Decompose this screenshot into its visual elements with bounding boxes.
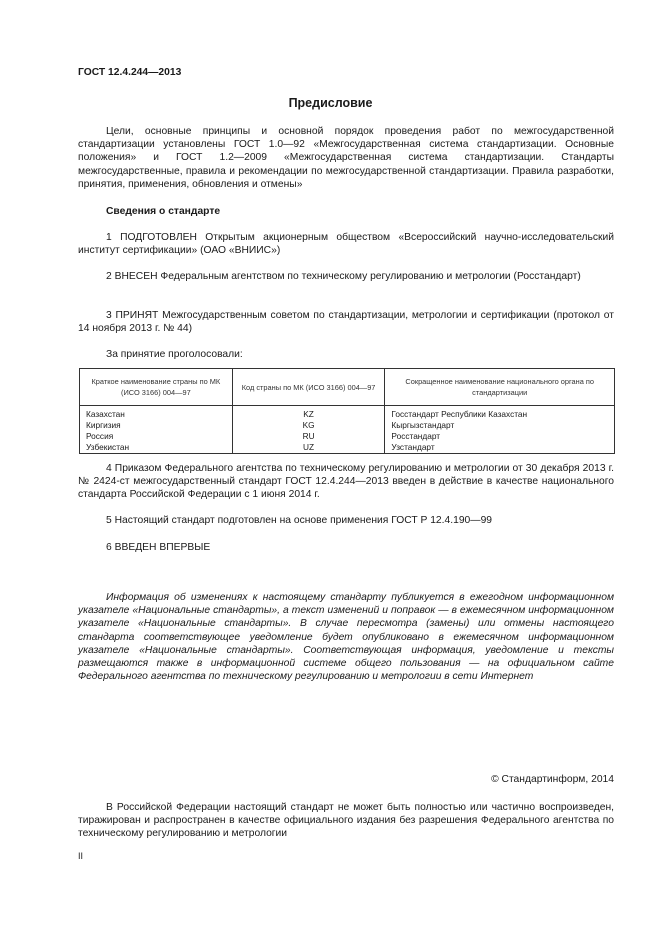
change-notice: Информация об изменениях к настоящему стандарту публикуется в ежегодном информационном указателе «Национальные стандарты», а текст изменений и поправок — в ежемесячном информационном указателе «Национальные стандарты». В случае пересмотра (замены) или отмены настоящего стандарта соответствующее уведомление будет опубликовано в ежемесячном информационном указателе «Национальные стандарты». Соответствующая информация, уведомление и тексты размещаются также в информационной системе общего пользования — на официальном сайте Федерального агентства по техническому регулированию и метрологии в сети Интернет xyxy=(78,592,614,683)
item-1: 1 ПОДГОТОВЛЕН Открытым акционерным обществом «Всероссийский научно-исследовательский институт сертификации» (ОАО «ВНИИС») xyxy=(78,232,614,257)
voting-table xyxy=(79,368,615,454)
table-header-code: Код страны по МК (ИСО 3166) 004—97 xyxy=(232,369,385,406)
item-5: 5 Настоящий стандарт подготовлен на основе применения ГОСТ Р 12.4.190—99 xyxy=(106,515,493,526)
table-header-row xyxy=(80,369,615,406)
table-cell-code: UZ xyxy=(232,442,385,454)
intro-paragraph: Цели, основные принципы и основной порядок проведения работ по межгосударственной стандартизации установлены ГОСТ 1.0—92 «Межгосударственная система стандартизации. Основные положения» и ГОСТ 1.2—2009 «Межгосударственная система стандартизации. Стандарты межгосударственные, правила и рекомендации по межгосударственной стандартизации. Правила разработки, принятия, применения, обновления и отмены» xyxy=(78,126,614,190)
item-2: 2 ВНЕСЕН Федеральным агентством по техническому регулированию и метрологии (Росстандарт) xyxy=(106,271,581,282)
table-cell-body: Росстандарт xyxy=(385,431,615,442)
table-row xyxy=(80,406,615,421)
voted-label: За принятие проголосовали: xyxy=(106,349,243,360)
table-cell-code: KG xyxy=(232,420,385,431)
table-header-body: Сокращенное наименование национального органа по стандартизации xyxy=(385,369,615,406)
table-cell-body: Госстандарт Республики Казахстан xyxy=(385,406,615,421)
document-header: ГОСТ 12.4.244—2013 xyxy=(78,67,182,78)
page-title: Предисловие xyxy=(288,96,373,110)
item-4: 4 Приказом Федерального агентства по техническому регулированию и метрологии от 30 декабря 2013 г.№ 2424-ст межгосударственный стандарт ГОСТ 12.4.244—2013 введен в действие в качестве национального стандарта Российской Федерации с 1 июня 2014 г. xyxy=(78,463,614,501)
table-cell-country: Киргизия xyxy=(80,420,233,431)
table-header-country: Краткое наименование страны по МК (ИСО 3166) 004—97 xyxy=(80,369,233,406)
table-cell-code: RU xyxy=(232,431,385,442)
item-6: 6 ВВЕДЕН ВПЕРВЫЕ xyxy=(106,542,211,553)
table-cell-country: Узбекистан xyxy=(80,442,233,454)
table-row xyxy=(80,442,615,454)
item-3: 3 ПРИНЯТ Межгосударственным советом по стандартизации, метрологии и сертификации (протокол от 14 ноября 2013 г. № 44) xyxy=(78,310,614,335)
table-cell-country: Россия xyxy=(80,431,233,442)
copyright: © Стандартинформ, 2014 xyxy=(491,774,614,785)
table-row xyxy=(80,420,615,431)
table-cell-country: Казахстан xyxy=(80,406,233,421)
rights-notice: В Российской Федерации настоящий стандарт не может быть полностью или частично воспроизведен, тиражирован и распространен в качестве официального издания без разрешения Федерального агентства по техническому регулированию и метрологии xyxy=(78,802,614,840)
table-cell-body: Кыргызстандарт xyxy=(385,420,615,431)
table-cell-body: Узстандарт xyxy=(385,442,615,454)
page-number: II xyxy=(78,851,84,861)
table-cell-code: KZ xyxy=(232,406,385,421)
section-heading: Сведения о стандарте xyxy=(106,206,221,217)
table-row xyxy=(80,431,615,442)
